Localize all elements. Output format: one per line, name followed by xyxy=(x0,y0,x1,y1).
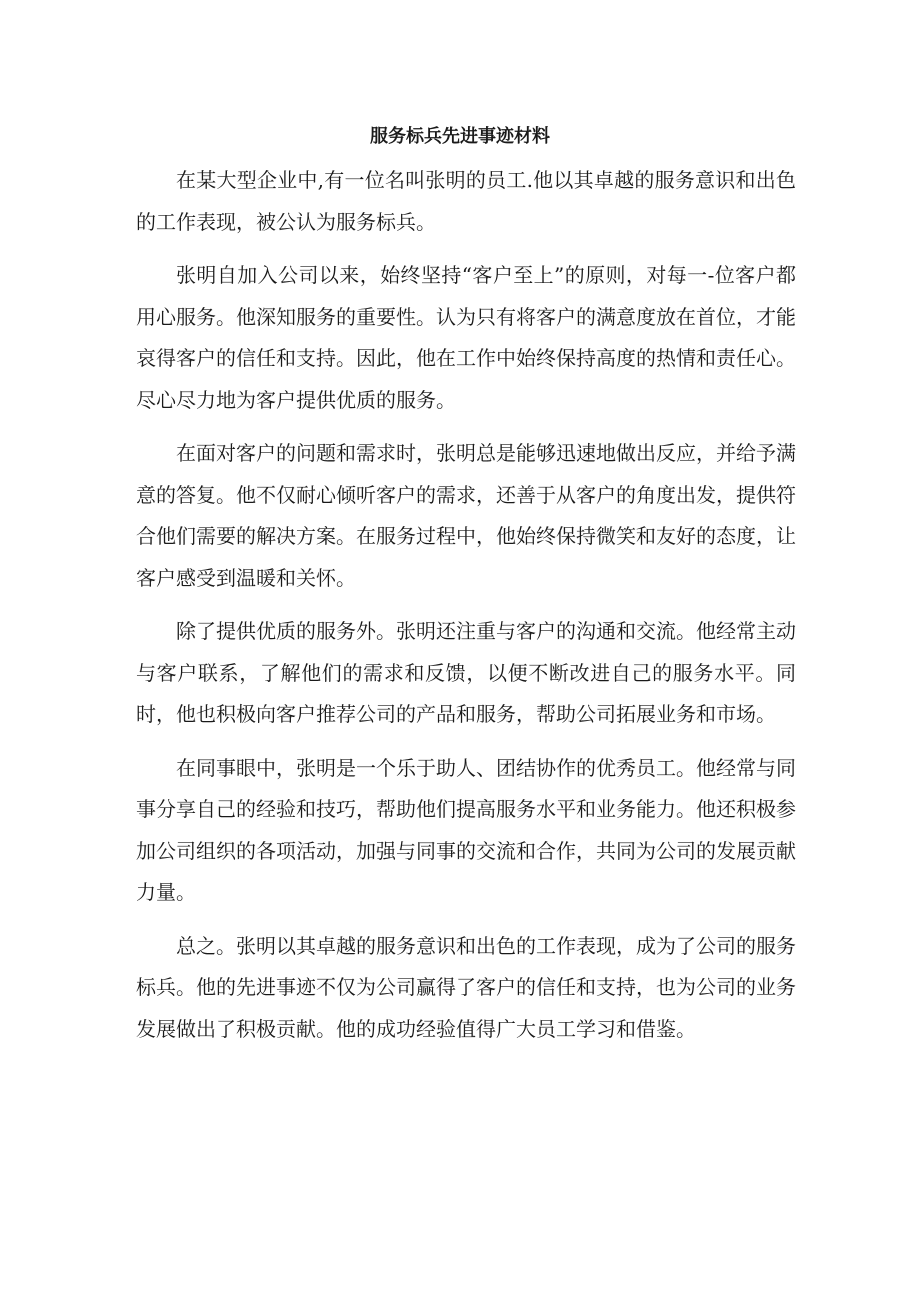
paragraph-responsiveness: 在面对客户的问题和需求时，张明总是能够迅速地做出反应，并给予满意的答复。他不仅耐心倾听客户的需求，还善于从客户的角度出发，提供符合他们需要的解决方案。在服务过程中，他始终保持微笑和友好的态度，让客户感受到温暖和关怀。 xyxy=(136,441,796,590)
paragraph-intro: 在某大型企业中,有一位名叫张明的员工.他以其卓越的服务意识和出色的工作表现，被公认为服务标兵。 xyxy=(136,168,796,234)
document-title: 服务标兵先进事迹材料 xyxy=(370,126,550,147)
paragraph-conclusion: 总之。张明以其卓越的服务意识和出色的工作表现，成为了公司的服务标兵。他的先进事迹不仅为公司赢得了客户的信任和支持，也为公司的业务发展做出了积极贡献。他的成功经验值得广大员工学习和借鉴。 xyxy=(136,933,796,1041)
paragraph-communication: 除了提供优质的服务外。张明还注重与客户的沟通和交流。他经常主动与客户联系，了解他们的需求和反馈，以便不断改进自己的服务水平。同时，他也积极向客户推荐公司的产品和服务，帮助公司拓展业务和市场。 xyxy=(136,619,796,726)
paragraph-customer-first: 张明自加入公司以来，始终坚持“客户至上”的原则，对每一-位客户都用心服务。他深知服务的重要性。认为只有将客户的满意度放在首位，才能哀得客户的信任和支持。因此，他在工作中始终保持高度的热情和责任心。尽心尽力地为客户提供优质的服务。 xyxy=(136,263,796,412)
paragraph-teamwork: 在同事眼中，张明是一个乐于助人、团结协作的优秀员工。他经常与同事分享自己的经验和技巧，帮助他们提高服务水平和业务能力。他还积极参加公司组织的各项活动，加强与同事的交流和合作，共同为公司的发展贡献力量。 xyxy=(136,755,796,904)
document-body xyxy=(136,160,796,1062)
